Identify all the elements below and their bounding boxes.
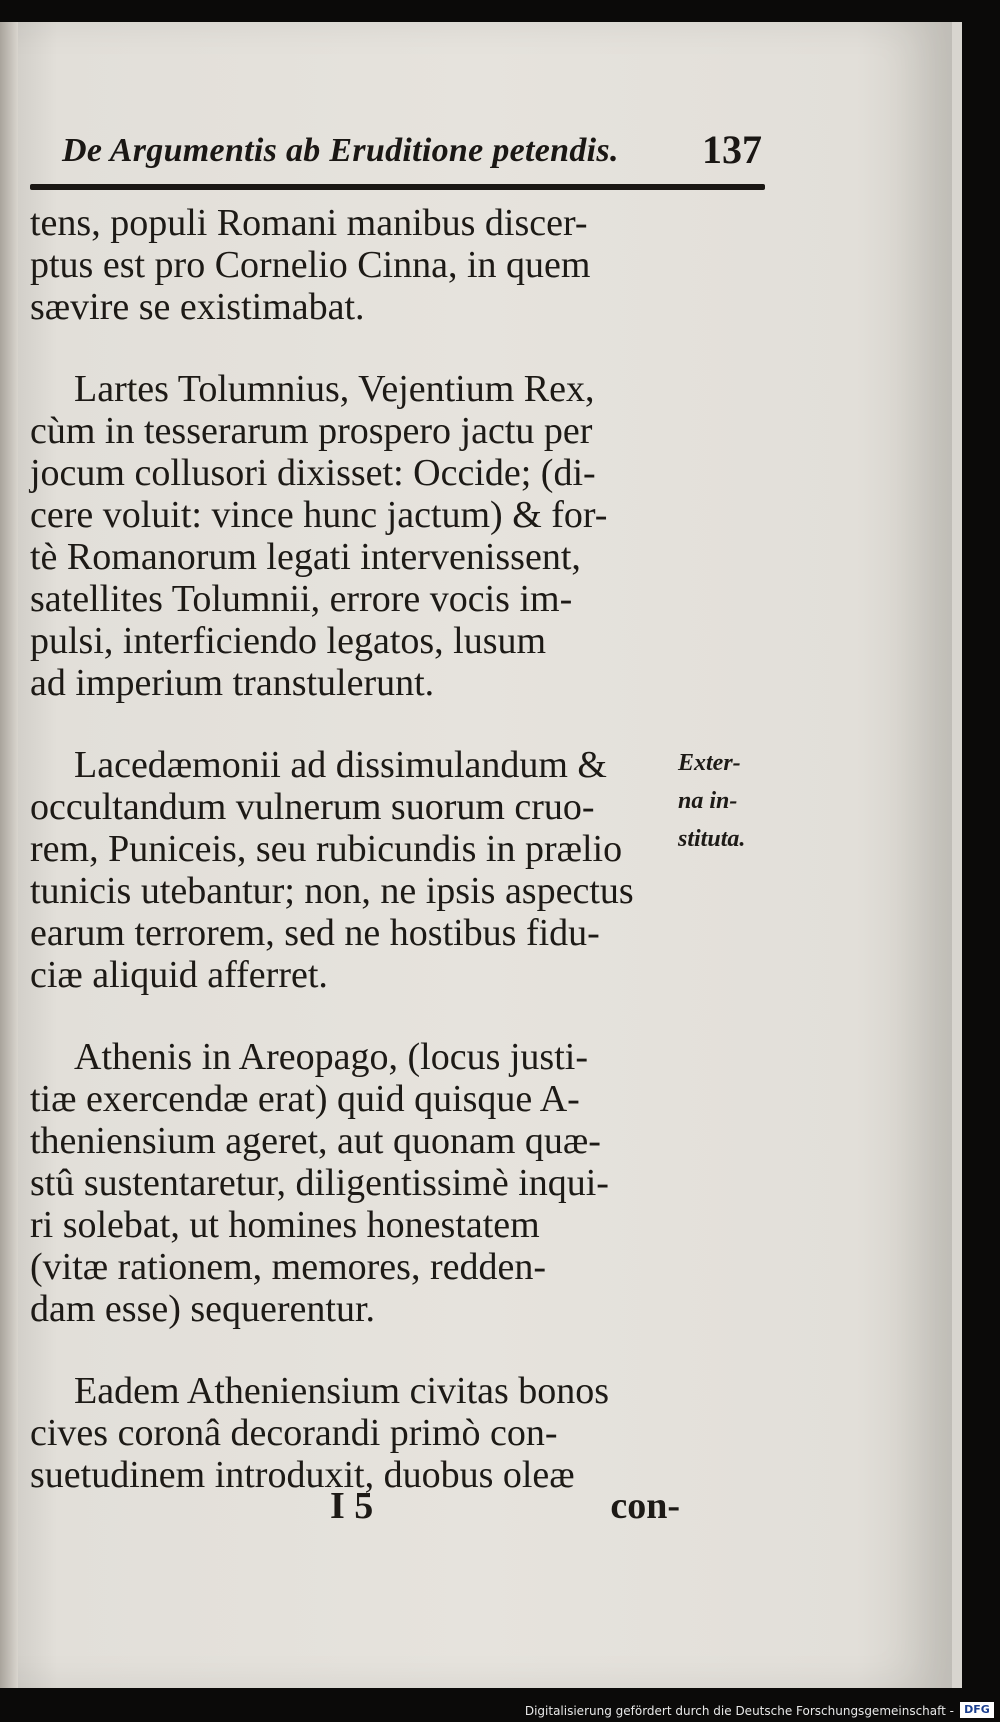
text-line: Lacedæmonii ad dissimulandum &: [74, 744, 607, 786]
text-line: stû sustentaretur, diligentissimè inqui-: [30, 1162, 609, 1204]
text-line: pulsi, interficiendo legatos, lusum: [30, 620, 547, 662]
paragraph: [30, 202, 680, 328]
credit-text: Digitalisierung gefördert durch die Deutsche Forschungsgemeinschaft -: [524, 1704, 954, 1718]
text-line: Lartes Tolumnius, Vejentium Rex,: [74, 368, 595, 410]
signature-mark: I 5: [330, 1485, 374, 1527]
text-line: tunicis utebantur; non, ne ipsis aspectus: [30, 870, 634, 912]
text-line: rem, Puniceis, seu rubicundis in prælio: [30, 828, 623, 870]
text-line: cùm in tesserarum prospero jactu per: [30, 410, 593, 452]
marginal-note: [678, 744, 788, 858]
text-line: Eadem Atheniensium civitas bonos: [74, 1370, 610, 1412]
book-page: [0, 22, 962, 1688]
page-number: 137: [702, 127, 762, 172]
marginal-note-line: stituta.: [678, 826, 746, 852]
marginal-note-line: na in-: [678, 788, 738, 814]
text-line: earum terrorem, sed ne hostibus fidu-: [30, 912, 600, 954]
credit-bar: [0, 1692, 1000, 1722]
marginal-note-line: Exter-: [678, 750, 741, 776]
running-title: De Argumentis ab Eruditione petendis.: [62, 132, 619, 169]
text-line: tens, populi Romani manibus discer-: [30, 202, 588, 244]
text-line: jocum collusori dixisset: Occide; (di-: [30, 452, 596, 494]
text-line: ptus est pro Cornelio Cinna, in quem: [30, 244, 591, 286]
text-line: tè Romanorum legati intervenissent,: [30, 536, 581, 578]
dfg-logo: DFG: [960, 1702, 994, 1718]
text-line: (vitæ rationem, memores, redden-: [30, 1246, 547, 1288]
paragraph: [30, 368, 680, 704]
text-line: tiæ exercendæ erat) quid quisque A-: [30, 1078, 580, 1120]
text-line: Athenis in Areopago, (locus justi-: [74, 1036, 588, 1078]
text-line: cives coronâ decorandi primò con-: [30, 1412, 558, 1454]
header-rule: [30, 184, 765, 190]
page-footer: [30, 1484, 680, 1532]
text-line: cere voluit: vince hunc jactum) & for-: [30, 494, 608, 536]
running-header: [62, 110, 762, 170]
text-line: theniensium ageret, aut quonam quæ-: [30, 1120, 601, 1162]
text-line: ri solebat, ut homines honestatem: [30, 1204, 540, 1246]
text-line: suetudinem introduxit, duobus oleæ: [30, 1454, 575, 1496]
paragraph: [30, 1036, 680, 1330]
text-line: occultandum vulnerum suorum cruo-: [30, 786, 595, 828]
catchword: con-: [610, 1485, 680, 1527]
paragraph: [30, 744, 680, 996]
text-line: sævire se existimabat.: [30, 286, 365, 328]
body-text: [30, 202, 680, 1496]
text-line: ad imperium transtulerunt.: [30, 662, 435, 704]
page-binding-edge: [0, 22, 18, 1688]
text-line: dam esse) sequerentur.: [30, 1288, 376, 1330]
text-line: ciæ aliquid afferret.: [30, 954, 328, 996]
text-line: satellites Tolumnii, errore vocis im-: [30, 578, 573, 620]
paragraph: [30, 1370, 680, 1496]
